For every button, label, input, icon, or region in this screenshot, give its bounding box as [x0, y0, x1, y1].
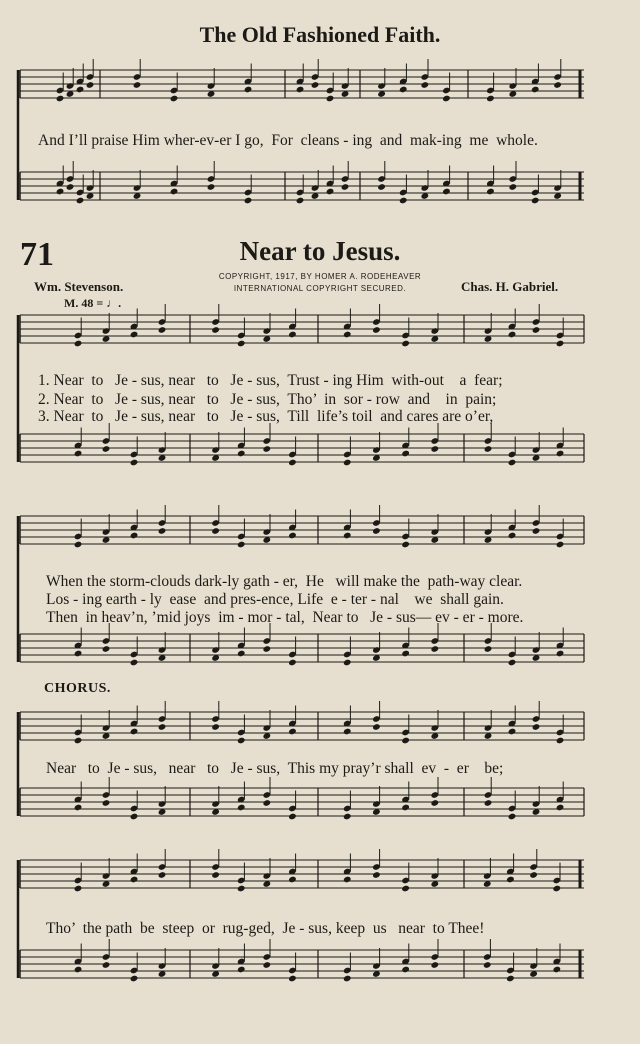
note-head: [288, 532, 297, 540]
note-head: [532, 326, 541, 334]
note-head: [130, 459, 139, 467]
note-head: [288, 331, 297, 339]
note-head: [288, 659, 297, 667]
note-head: [170, 95, 179, 103]
note-head: [237, 737, 246, 745]
note-head: [556, 340, 565, 348]
note-head: [343, 975, 352, 983]
note-head: [372, 871, 381, 879]
note-head: [130, 813, 139, 821]
note-head: [430, 445, 439, 453]
note-head: [74, 804, 83, 812]
note-head: [508, 728, 517, 736]
note-head: [401, 450, 410, 458]
note-head: [484, 799, 493, 807]
note-head: [552, 885, 561, 893]
note-head: [133, 81, 142, 89]
note-head: [237, 450, 246, 458]
note-head: [288, 813, 297, 821]
note-head: [102, 645, 111, 653]
note-head: [486, 188, 495, 196]
note-head: [343, 813, 352, 821]
previous-hymn-title: The Old Fashioned Faith.: [199, 22, 441, 47]
note-head: [532, 527, 541, 535]
note-head: [420, 81, 429, 89]
note-head: [211, 871, 220, 879]
note-head: [102, 799, 111, 807]
note-head: [288, 975, 297, 983]
note-head: [343, 659, 352, 667]
note-head: [506, 975, 515, 983]
note-head: [237, 340, 246, 348]
note-head: [288, 728, 297, 736]
note-head: [130, 532, 139, 540]
verse-1-line-1: 1. Near to Je - sus, near to Je - sus, Trust - ing Him with-out a fear;: [38, 372, 503, 389]
note-head: [506, 876, 515, 884]
verse-3-line-2: Then in heav’n, ’mid joys im - mor - tal, Near to Je - sus— ev - er - more.: [46, 609, 524, 626]
hymn-number: 71: [20, 236, 54, 273]
note-head: [399, 86, 408, 94]
chorus-line-1: Near to Je - sus, near to Je - sus, This my pray’r shall ev - er be;: [46, 760, 504, 777]
note-head: [74, 885, 83, 893]
verse-1-line-2: When the storm-clouds dark-ly gath - er, He will make the path-way clear.: [46, 573, 523, 590]
note-head: [430, 961, 439, 969]
note-head: [430, 799, 439, 807]
note-head: [211, 326, 220, 334]
note-head: [343, 459, 352, 467]
hymn-title: Near to Jesus.: [239, 236, 401, 266]
note-head: [377, 183, 386, 191]
chorus-line-2: Tho’ the path be steep or rug-ged, Je - sus, keep us near to Thee!: [46, 920, 485, 937]
note-head: [484, 645, 493, 653]
note-head: [262, 799, 271, 807]
note-head: [130, 728, 139, 736]
note-head: [372, 723, 381, 731]
note-head: [170, 188, 179, 196]
note-head: [74, 966, 83, 974]
note-head: [529, 871, 538, 879]
note-head: [372, 527, 381, 535]
note-head: [553, 81, 562, 89]
note-head: [343, 728, 352, 736]
note-head: [211, 527, 220, 535]
note-head: [311, 81, 320, 89]
note-head: [74, 450, 83, 458]
note-head: [130, 659, 139, 667]
note-head: [158, 723, 167, 731]
note-head: [158, 527, 167, 535]
note-head: [102, 961, 111, 969]
note-head: [130, 975, 139, 983]
note-head: [531, 86, 540, 94]
note-head: [102, 445, 111, 453]
composer-credit: Chas. H. Gabriel.: [461, 279, 559, 294]
note-head: [56, 188, 65, 196]
chorus-label: CHORUS.: [44, 681, 111, 696]
note-head: [158, 871, 167, 879]
note-head: [86, 81, 95, 89]
note-head: [508, 813, 517, 821]
note-head: [486, 95, 495, 103]
note-head: [508, 183, 517, 191]
verse-2-line-2: Los - ing earth - ly ease and pres-ence, Life e - ter - nal we shall gain.: [46, 591, 504, 608]
note-head: [237, 804, 246, 812]
note-head: [262, 445, 271, 453]
note-head: [207, 183, 216, 191]
note-head: [343, 876, 352, 884]
note-head: [556, 737, 565, 745]
note-head: [508, 532, 517, 540]
note-head: [244, 197, 253, 205]
note-head: [401, 737, 410, 745]
note-head: [556, 450, 565, 458]
note-head: [237, 966, 246, 974]
note-head: [211, 723, 220, 731]
copyright-line-2: INTERNATIONAL COPYRIGHT SECURED.: [233, 284, 407, 293]
note-head: [158, 326, 167, 334]
previous-hymn-lyric: And I’ll praise Him wher-ev-er I go, For cleans - ing and mak-ing me whole.: [38, 132, 538, 149]
note-head: [296, 86, 305, 94]
note-head: [552, 966, 561, 974]
note-head: [262, 961, 271, 969]
copyright-line-1: COPYRIGHT, 1917, BY HOMER A. RODEHEAVER: [218, 272, 422, 281]
note-head: [556, 804, 565, 812]
note-head: [442, 95, 451, 103]
verse-3-line-1: 3. Near to Je - sus, near to Je - sus, Till life’s toil and cares are o’er,: [38, 408, 494, 425]
note-head: [343, 532, 352, 540]
note-head: [66, 183, 75, 191]
note-head: [74, 340, 83, 348]
note-head: [244, 86, 253, 94]
note-head: [130, 331, 139, 339]
note-head: [508, 659, 517, 667]
note-head: [288, 459, 297, 467]
note-head: [74, 650, 83, 658]
note-head: [237, 541, 246, 549]
author-credit: Wm. Stevenson.: [34, 279, 124, 294]
note-head: [56, 95, 65, 103]
note-head: [532, 723, 541, 731]
note-head: [430, 645, 439, 653]
note-head: [341, 183, 350, 191]
note-head: [483, 961, 492, 969]
note-head: [237, 650, 246, 658]
note-head: [288, 876, 297, 884]
note-head: [556, 650, 565, 658]
note-head: [130, 876, 139, 884]
note-head: [296, 197, 305, 205]
note-head: [401, 966, 410, 974]
verse-2-line-1: 2. Near to Je - sus, near to Je - sus, Tho’ in sor - row and in pain;: [38, 391, 497, 408]
note-head: [531, 197, 540, 205]
note-head: [237, 885, 246, 893]
note-head: [399, 197, 408, 205]
note-head: [262, 645, 271, 653]
note-head: [76, 197, 85, 205]
note-head: [484, 445, 493, 453]
note-head: [76, 86, 85, 94]
metronome-marking: M. 48 = ♩.: [64, 296, 122, 310]
note-head: [508, 331, 517, 339]
note-head: [401, 541, 410, 549]
note-head: [401, 650, 410, 658]
note-head: [401, 885, 410, 893]
note-head: [326, 95, 335, 103]
note-head: [372, 326, 381, 334]
note-head: [74, 541, 83, 549]
note-head: [508, 459, 517, 467]
note-head: [74, 737, 83, 745]
note-head: [326, 188, 335, 196]
note-head: [442, 188, 451, 196]
note-head: [343, 331, 352, 339]
note-head: [401, 804, 410, 812]
note-head: [401, 340, 410, 348]
note-head: [556, 541, 565, 549]
